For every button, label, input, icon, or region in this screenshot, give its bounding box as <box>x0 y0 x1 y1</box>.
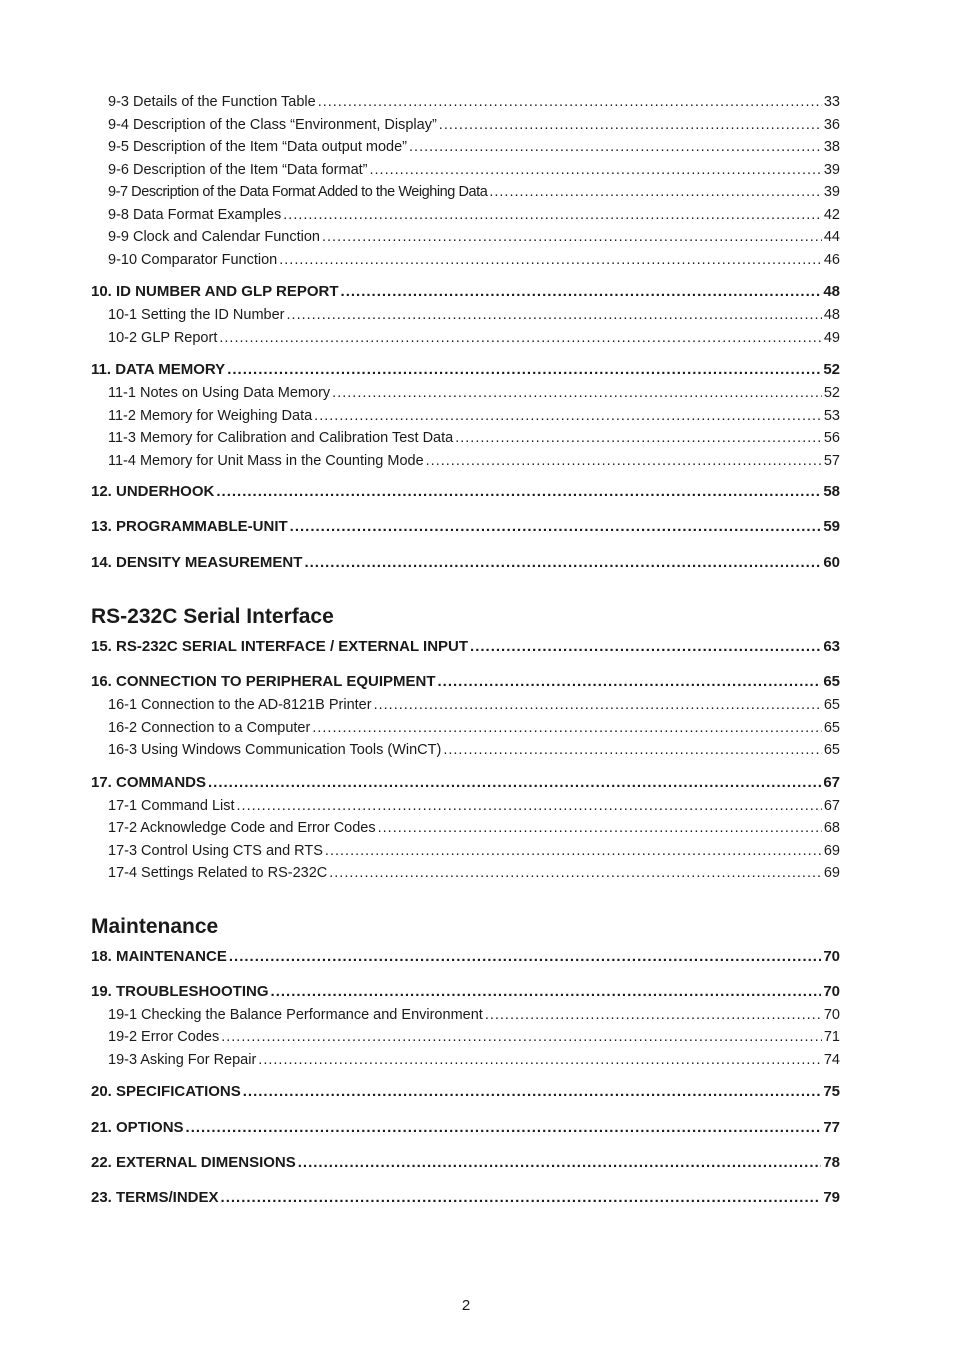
page-number: 2 <box>461 1297 471 1314</box>
dot-leader <box>325 840 822 863</box>
toc-entry-page: 36 <box>823 116 840 133</box>
toc-entry-label: 19-3 Asking For Repair <box>108 1051 257 1068</box>
toc-chapter-17[interactable] <box>91 771 840 795</box>
dot-leader <box>237 795 822 818</box>
toc-chapter-13[interactable] <box>91 515 840 539</box>
toc-entry-label: 18. MAINTENANCE <box>91 947 227 965</box>
toc-entry-page: 49 <box>823 329 840 346</box>
toc-chapter-19[interactable] <box>91 980 840 1004</box>
toc-entry-label: 11-1 Notes on Using Data Memory <box>108 385 331 401</box>
toc-entry-label: 11. DATA MEMORY <box>91 361 226 378</box>
toc-entry-page: 39 <box>823 184 840 200</box>
toc-entry-page: 58 <box>823 483 840 500</box>
toc-entry-page: 79 <box>823 1189 840 1206</box>
toc-entry-page: 44 <box>823 229 840 245</box>
toc-entry-page: 48 <box>823 283 840 300</box>
toc-entry-page: 67 <box>823 797 840 814</box>
toc-entry-page: 33 <box>823 94 840 110</box>
toc-entry-19-1[interactable] <box>91 1004 840 1027</box>
toc-entry-17-4[interactable] <box>91 862 840 885</box>
toc-entry-page: 57 <box>823 452 840 469</box>
toc-entry-label: 23. TERMS/INDEX <box>91 1189 219 1206</box>
dot-leader <box>208 771 821 795</box>
toc-entry-label: 10-1 Setting the ID Number <box>108 307 285 323</box>
toc-entry-page: 46 <box>823 251 840 268</box>
toc-entry-17-2[interactable] <box>91 817 840 840</box>
dot-leader <box>332 382 822 405</box>
dot-leader <box>298 1151 822 1175</box>
dot-leader <box>283 204 822 227</box>
dot-leader <box>426 450 822 473</box>
toc-entry-label: 17-4 Settings Related to RS-232C <box>108 865 328 881</box>
toc-entry-label: 19-2 Error Codes <box>108 1029 220 1045</box>
toc-entry-16-2[interactable] <box>91 717 840 740</box>
dot-leader <box>329 862 822 885</box>
toc-entry-17-1[interactable] <box>91 795 840 818</box>
dot-leader <box>370 159 822 182</box>
toc-entry-page: 65 <box>823 697 840 713</box>
toc-entry-label: 11-3 Memory for Calibration and Calibration Test Data <box>108 430 454 446</box>
toc-entry-page: 68 <box>823 820 840 836</box>
toc-entry-label: 9-6 Description of the Item “Data format” <box>108 161 368 178</box>
toc-entry-label: 17. COMMANDS <box>91 773 207 791</box>
toc-entry-19-3[interactable] <box>91 1049 840 1072</box>
toc-entry-page: 39 <box>823 161 840 178</box>
dot-leader <box>341 280 822 304</box>
dot-leader <box>312 717 822 740</box>
toc-entry-label: 17-3 Control Using CTS and RTS <box>108 842 323 859</box>
toc-chapter-12[interactable] <box>91 480 840 504</box>
toc-entry-label: 9-3 Details of the Function Table <box>108 94 316 110</box>
dot-leader <box>314 405 822 428</box>
dot-leader <box>221 1186 822 1210</box>
toc-chapter-14[interactable] <box>91 551 840 575</box>
toc-chapter-16[interactable] <box>91 670 840 694</box>
dot-leader <box>409 136 822 159</box>
toc-entry-label: 21. OPTIONS <box>91 1119 184 1136</box>
toc-entry-label: 10-2 GLP Report <box>108 329 218 346</box>
toc-entry-label: 22. EXTERNAL DIMENSIONS <box>91 1154 296 1171</box>
dot-leader <box>279 249 822 272</box>
section-heading-maintenance: Maintenance <box>91 914 219 938</box>
toc-entry-page: 52 <box>823 361 840 378</box>
toc-entry-9-10[interactable] <box>91 249 840 272</box>
toc-entry-9-8[interactable] <box>91 204 840 227</box>
toc-entry-page: 67 <box>823 773 840 791</box>
toc-entry-9-7[interactable] <box>91 181 840 204</box>
toc-entry-11-3[interactable] <box>91 427 840 450</box>
toc-entry-page: 65 <box>823 673 840 690</box>
toc-entry-label: 9-8 Data Format Examples <box>108 206 282 223</box>
toc-entry-page: 65 <box>823 742 840 758</box>
dot-leader <box>455 427 822 450</box>
toc-entry-label: 16-3 Using Windows Communication Tools (WinCT) <box>108 742 442 758</box>
toc-entry-page: 75 <box>823 1083 840 1100</box>
toc-entry-label: 10. ID NUMBER AND GLP REPORT <box>91 283 339 300</box>
toc-entry-page: 63 <box>823 638 840 655</box>
dot-leader <box>470 635 821 659</box>
toc-entry-page: 38 <box>823 139 840 155</box>
toc-entry-label: 9-4 Description of the Class “Environment, Display” <box>108 116 437 133</box>
toc-entry-label: 17-2 Acknowledge Code and Error Codes <box>108 820 376 836</box>
toc-entry-label: 16-1 Connection to the AD-8121B Printer <box>108 697 372 713</box>
toc-entry-label: 9-9 Clock and Calendar Function <box>108 229 320 245</box>
toc-entry-label: 16. CONNECTION TO PERIPHERAL EQUIPMENT <box>91 673 436 690</box>
toc-entry-17-3[interactable] <box>91 840 840 863</box>
toc-entry-9-9[interactable] <box>91 226 840 249</box>
toc-entry-label: 14. DENSITY MEASUREMENT <box>91 554 303 571</box>
dot-leader <box>374 694 822 717</box>
dot-leader <box>243 1080 822 1104</box>
toc-entry-16-1[interactable] <box>91 694 840 717</box>
toc-entry-page: 42 <box>823 206 840 223</box>
toc-chapter-11[interactable] <box>91 358 840 382</box>
toc-entry-9-6[interactable] <box>91 159 840 182</box>
toc-entry-page: 56 <box>823 430 840 446</box>
toc-entry-page: 59 <box>823 518 840 535</box>
toc-entry-label: 17-1 Command List <box>108 797 235 814</box>
dot-leader <box>318 91 822 114</box>
toc-entry-label: 16-2 Connection to a Computer <box>108 719 311 736</box>
toc-entry-9-4[interactable] <box>91 114 840 137</box>
dot-leader <box>485 1004 822 1027</box>
toc-entry-page: 74 <box>823 1051 840 1068</box>
dot-leader <box>304 551 821 575</box>
toc-entry-label: 9-7 Description of the Data Format Added to the Weighing Data <box>108 184 488 200</box>
toc-entry-page: 71 <box>823 1029 840 1045</box>
toc-entry-10-2[interactable] <box>91 327 840 350</box>
toc-entry-label: 20. SPECIFICATIONS <box>91 1083 241 1100</box>
dot-leader <box>227 358 821 382</box>
toc-chapter-20[interactable] <box>91 1080 840 1104</box>
dot-leader <box>443 739 822 762</box>
toc-entry-label: 9-10 Comparator Function <box>108 251 278 268</box>
toc-chapter-15[interactable] <box>91 635 840 659</box>
toc-entry-page: 53 <box>823 407 840 424</box>
dot-leader <box>322 226 822 249</box>
toc-entry-16-3[interactable] <box>91 739 840 762</box>
toc-chapter-18[interactable] <box>91 945 840 969</box>
toc-entry-11-1[interactable] <box>91 382 840 405</box>
toc-entry-page: 52 <box>823 385 840 401</box>
dot-leader <box>287 304 822 327</box>
dot-leader <box>216 480 821 504</box>
dot-leader <box>186 1116 822 1140</box>
toc-entry-label: 13. PROGRAMMABLE-UNIT <box>91 518 288 535</box>
dot-leader <box>290 515 822 539</box>
toc-entry-label: 12. UNDERHOOK <box>91 483 215 500</box>
toc-entry-11-2[interactable] <box>91 405 840 428</box>
dot-leader <box>489 181 822 204</box>
toc-chapter-22[interactable] <box>91 1151 840 1175</box>
toc-entry-label: 9-5 Description of the Item “Data output mode” <box>108 139 408 155</box>
toc-entry-label: 15. RS-232C SERIAL INTERFACE / EXTERNAL INPUT <box>91 638 469 655</box>
toc-entry-page: 70 <box>823 947 840 965</box>
table-of-contents <box>91 91 840 1210</box>
dot-leader <box>219 327 822 350</box>
toc-entry-page: 70 <box>823 1006 840 1023</box>
dot-leader <box>378 817 822 840</box>
toc-entry-9-3[interactable] <box>91 91 840 114</box>
toc-entry-10-1[interactable] <box>91 304 840 327</box>
toc-entry-label: 19-1 Checking the Balance Performance and Environment <box>108 1006 483 1023</box>
toc-entry-9-5[interactable] <box>91 136 840 159</box>
dot-leader <box>229 945 821 969</box>
toc-entry-label: 11-2 Memory for Weighing Data <box>108 407 313 424</box>
toc-entry-page: 48 <box>823 307 840 323</box>
toc-entry-19-2[interactable] <box>91 1026 840 1049</box>
section-heading-rs232c: RS-232C Serial Interface <box>91 605 334 628</box>
toc-chapter-21[interactable] <box>91 1116 840 1140</box>
toc-chapter-23[interactable] <box>91 1186 840 1210</box>
toc-entry-page: 65 <box>823 719 840 736</box>
toc-entry-page: 60 <box>823 554 840 571</box>
dot-leader <box>439 114 822 137</box>
dot-leader <box>271 980 822 1004</box>
toc-entry-page: 69 <box>823 865 840 881</box>
dot-leader <box>258 1049 822 1072</box>
toc-entry-label: 11-4 Memory for Unit Mass in the Counting Mode <box>108 452 424 469</box>
toc-entry-11-4[interactable] <box>91 450 840 473</box>
toc-entry-page: 77 <box>823 1119 840 1136</box>
toc-chapter-10[interactable] <box>91 280 840 304</box>
toc-entry-label: 19. TROUBLESHOOTING <box>91 982 269 1000</box>
toc-entry-page: 78 <box>823 1154 840 1171</box>
toc-entry-page: 69 <box>823 842 840 859</box>
dot-leader <box>438 670 822 694</box>
toc-entry-page: 70 <box>823 982 840 1000</box>
dot-leader <box>221 1026 822 1049</box>
